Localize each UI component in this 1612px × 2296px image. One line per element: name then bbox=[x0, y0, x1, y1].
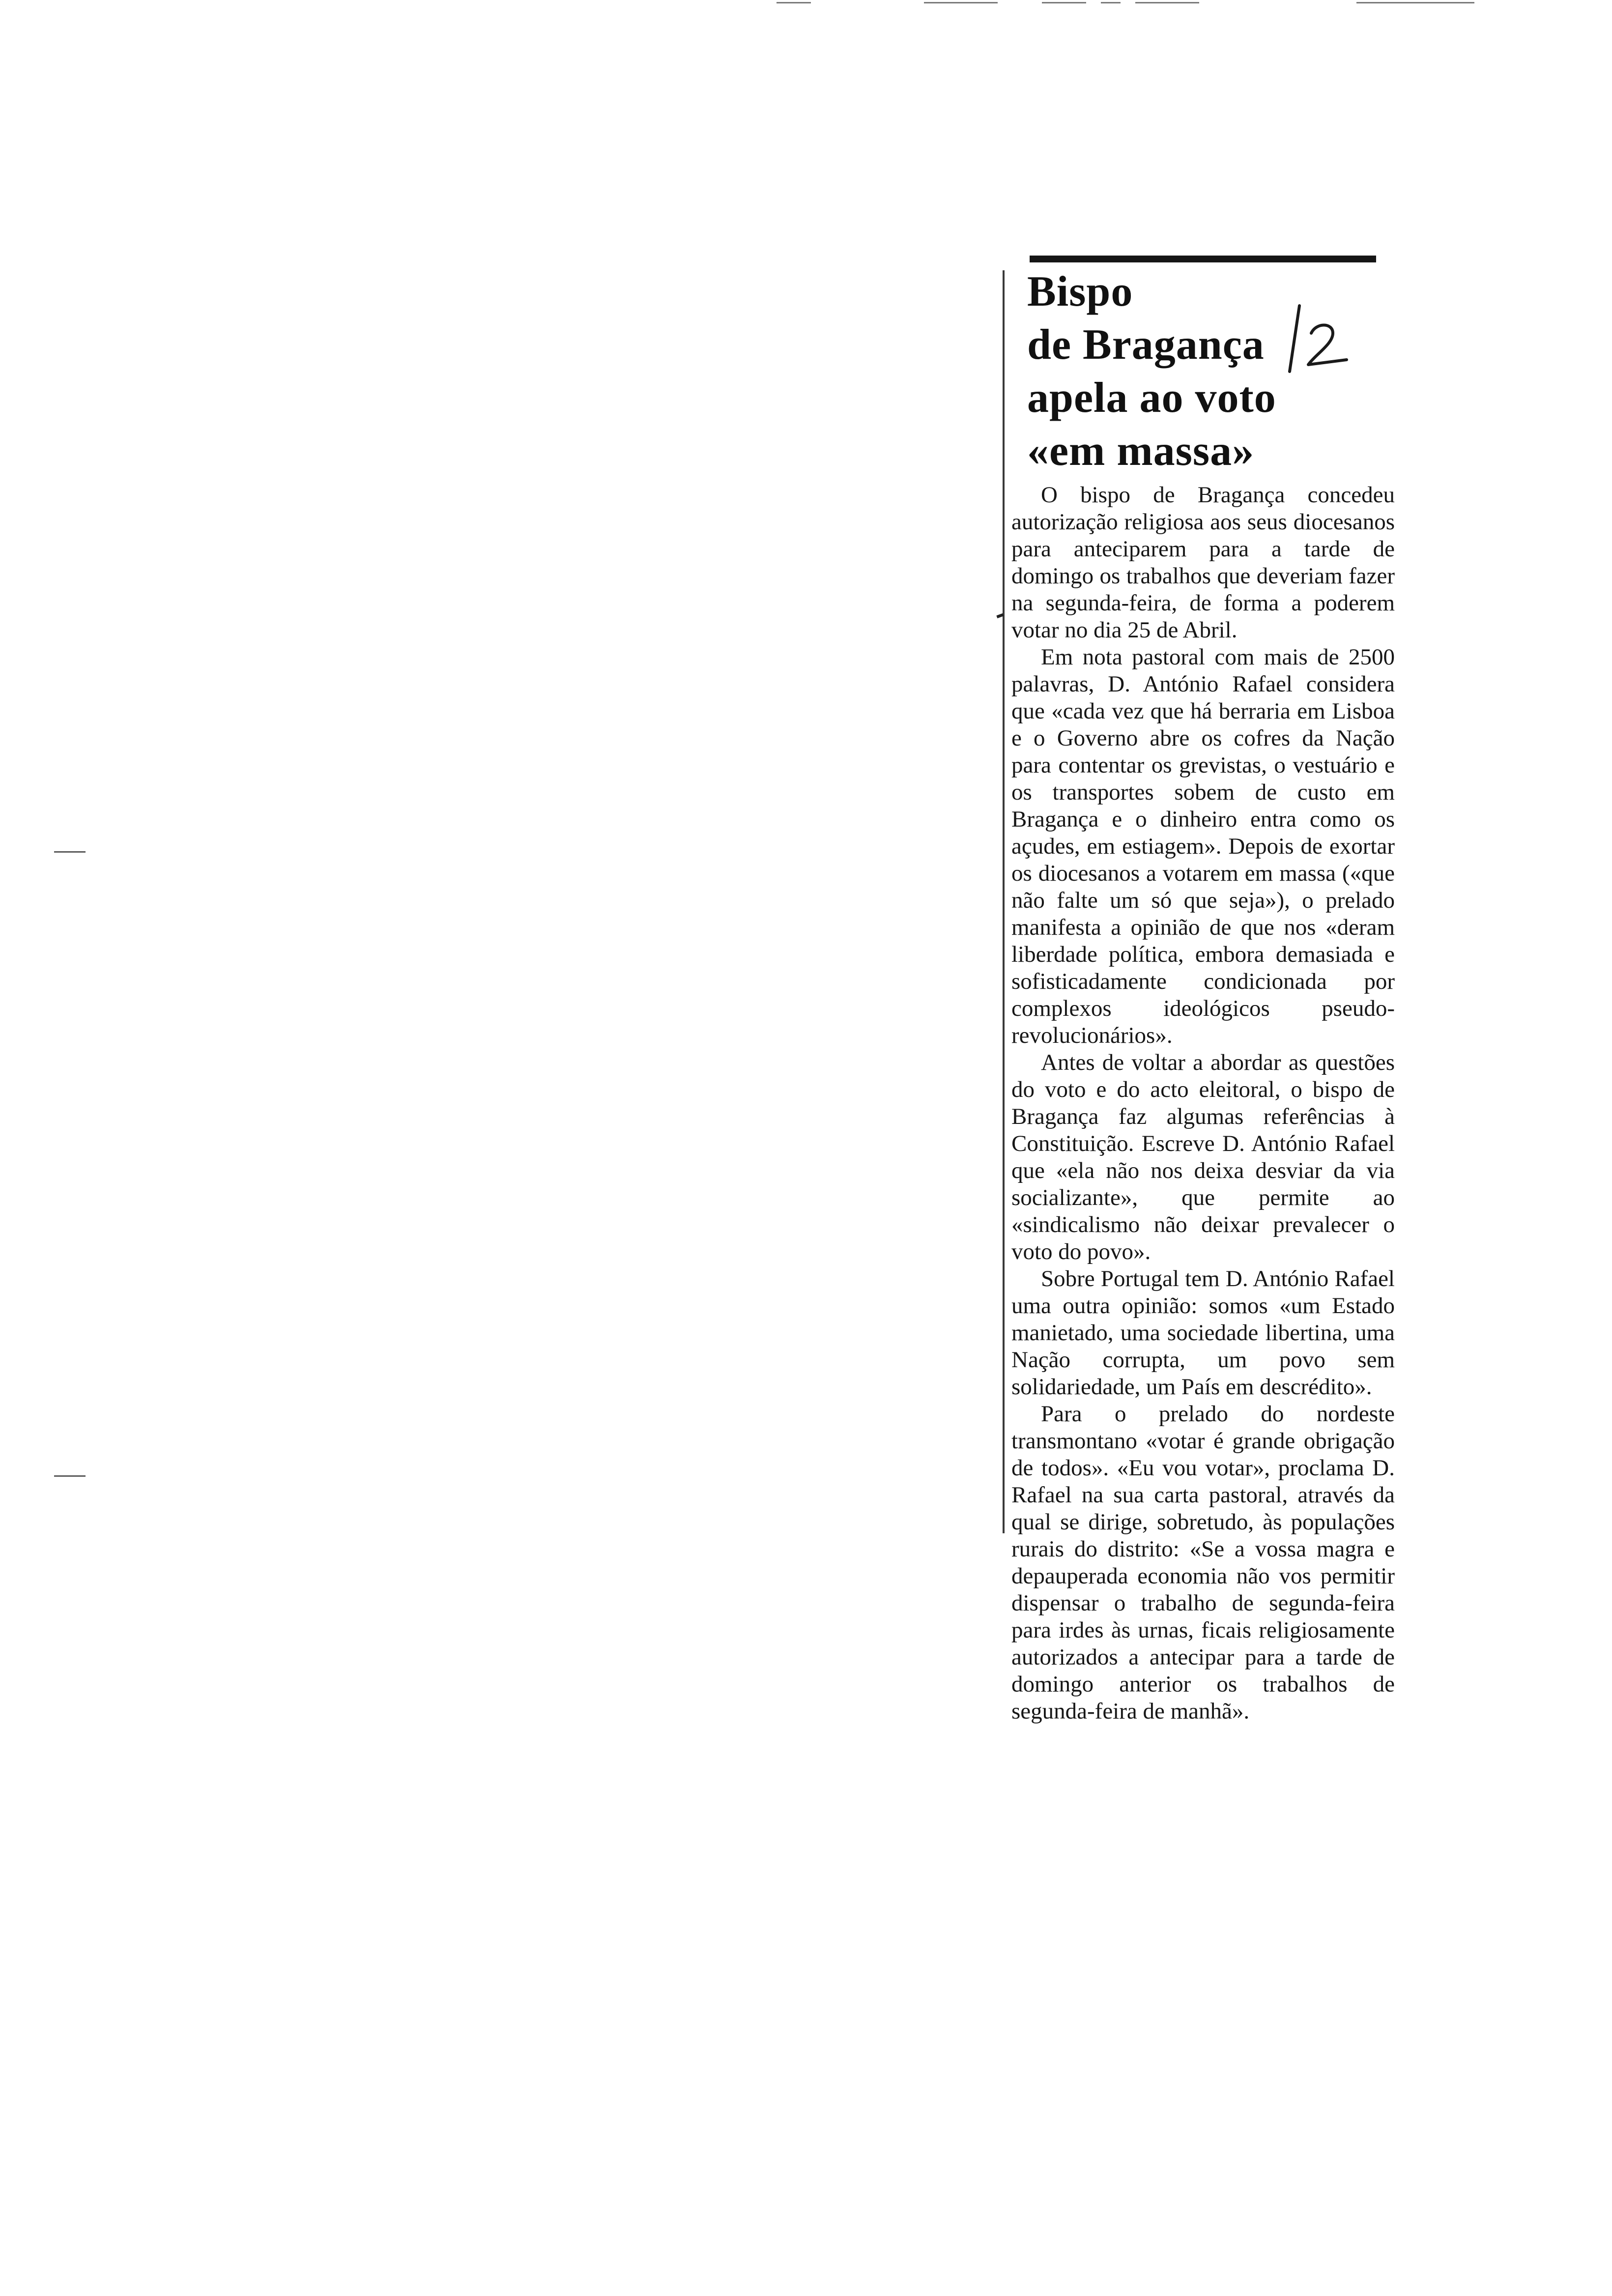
scan-artifact-line bbox=[1042, 2, 1086, 3]
handwritten-page-number bbox=[1286, 303, 1364, 376]
headline-line-2: de Bragança bbox=[1027, 321, 1265, 369]
scan-artifact-line bbox=[1135, 2, 1199, 3]
paragraph-2: Em nota pastoral com mais de 2500 palavras, D. António Rafael considera que «cada vez que há berraria em Lisboa e o Governo abre os cofres da Nação para contentar os grevistas, o vestuário e os transportes sobem de custo em Bragança e o dinheiro entra como os açudes, em estiagem». Depois de exortar os diocesanos a votarem em massa («que não falte um só que seja»), o prelado manifesta a opinião de que nos «deram liberdade política, embora demasiada e sofisticadamente condicionada por complexos ideológicos pseudo-revolucionários». bbox=[1011, 644, 1395, 1048]
paragraph-4: Sobre Portugal tem D. António Rafael uma outra opinião: somos «um Estado manietado, uma sociedade libertina, uma Nação corrupta, um povo sem solidariedade, um País em descrédito». bbox=[1011, 1266, 1395, 1400]
column-left-rule bbox=[1003, 270, 1005, 1533]
headline-line-4: «em massa» bbox=[1027, 427, 1255, 475]
scan-artifact-line bbox=[1356, 2, 1474, 3]
scan-artifact-line bbox=[777, 2, 811, 3]
scan-artifact-mark bbox=[54, 1475, 86, 1477]
scan-artifact-mark bbox=[54, 851, 86, 853]
headline-line-1: Bispo bbox=[1027, 268, 1133, 316]
paragraph-5: Para o prelado do nordeste transmontano «votar é grande obrigação de todos». «Eu vou votar», proclama D. Rafael na sua carta pastoral, através da qual se dirige, sobretudo, às populações rurais do distrito: «Se a vossa magra e depauperada economia não vos permitir dispensar o trabalho de segunda-feira para irdes às urnas, ficais religiosamente autorizados a antecipar para a tarde de domingo anterior os trabalhos de segunda-feira de manhã». bbox=[1011, 1401, 1395, 1724]
top-rule bbox=[1030, 256, 1376, 262]
scan-artifact-line bbox=[1101, 2, 1121, 3]
headline bbox=[1027, 265, 1276, 478]
scan-artifact-line bbox=[924, 2, 998, 3]
headline-line-3: apela ao voto bbox=[1027, 374, 1276, 422]
article-body bbox=[1011, 482, 1395, 1725]
paragraph-1: O bispo de Bragança concedeu autorização religiosa aos seus diocesanos para anteciparem para a tarde de domingo os trabalhos que deveriam fazer na segunda-feira, de forma a poderem votar no dia 25 de Abril. bbox=[1011, 482, 1395, 643]
paragraph-3: Antes de voltar a abordar as questões do voto e do acto eleitoral, o bispo de Bragança faz algumas referências à Constituição. Escreve D. António Rafael que «ela não nos deixa desviar da via socializante», que permite ao «sindicalismo não deixar prevalecer o voto do povo». bbox=[1011, 1050, 1395, 1264]
